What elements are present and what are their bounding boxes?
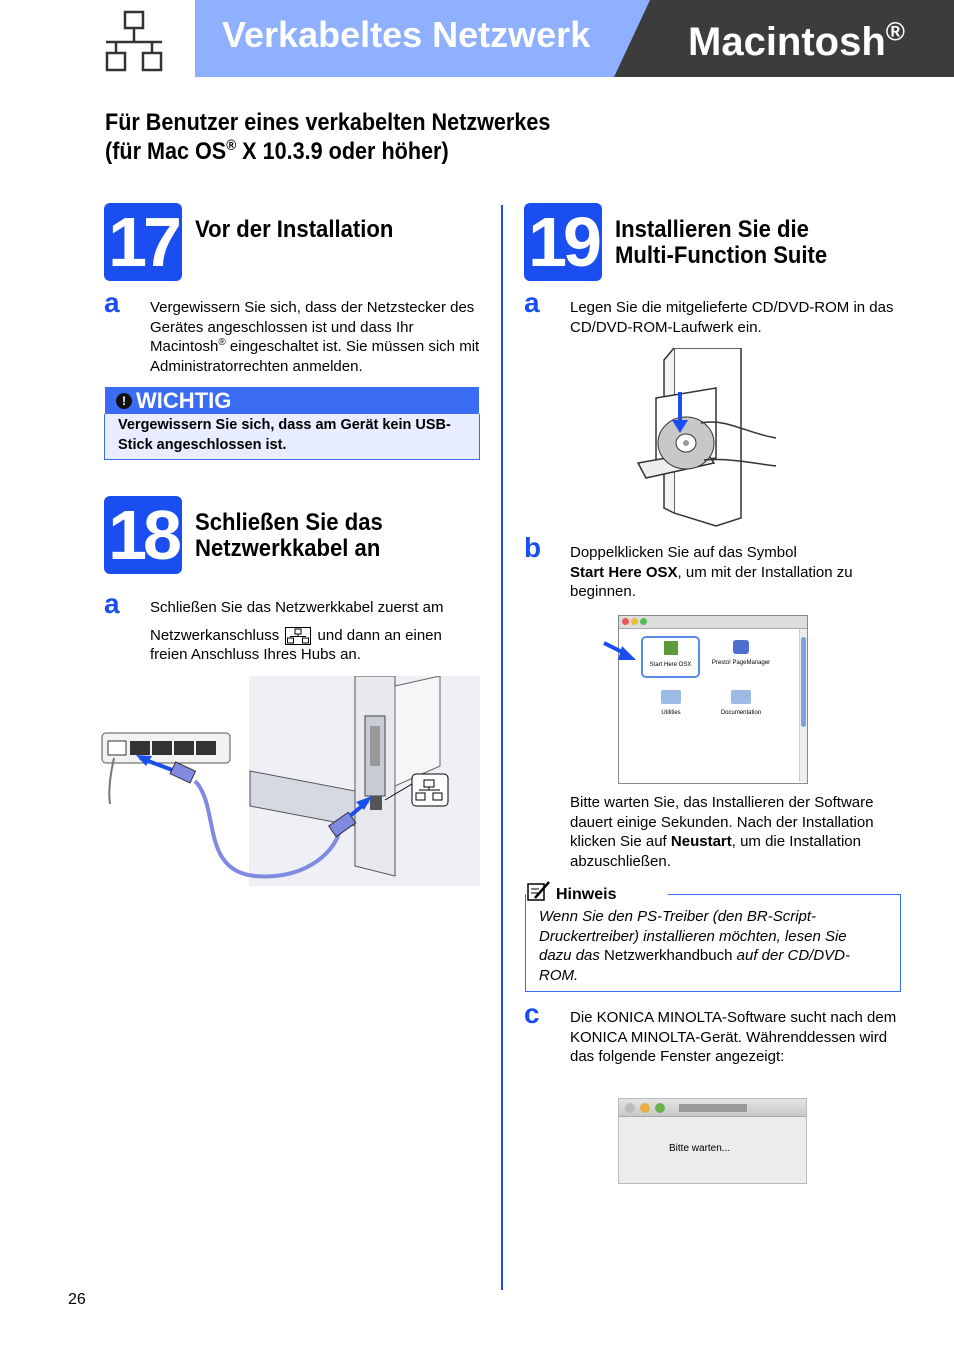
step-18-number: 18 xyxy=(104,496,182,574)
network-cable-illustration xyxy=(100,676,482,891)
dialog-message: Bitte warten... xyxy=(669,1143,731,1154)
wait-dialog xyxy=(618,1098,807,1184)
finder-item-utilities[interactable]: Utilities xyxy=(649,690,693,720)
installer-icon xyxy=(664,641,678,655)
finder-titlebar xyxy=(619,616,807,629)
note-box xyxy=(525,894,901,992)
os-title: Macintosh® xyxy=(688,16,905,64)
column-divider xyxy=(501,205,503,1290)
step-17-a-text: Vergewissern Sie sich, dass der Netzstecker des Gerätes angeschlossen ist und dass Ihr Macintosh® eingeschaltet ist. Sie müssen sich mit Administratorrechten anmelden. xyxy=(150,299,480,375)
folder-icon xyxy=(731,690,751,704)
page-number: 26 xyxy=(68,1291,86,1308)
step-19-wait-text: Bitte warten Sie, das Installieren der Software dauert einige Sekunden. Nach der Installation klicken Sie auf Neustart, um die Installation abzuschließen. xyxy=(570,794,874,870)
folder-icon xyxy=(661,690,681,704)
step-19-a-letter: a xyxy=(524,287,540,318)
page-title: Für Benutzer eines verkabelten Netzwerkes (für Mac OS® X 10.3.9 oder höher) xyxy=(105,109,551,165)
step-19-a-text: Legen Sie die mitgelieferte CD/DVD-ROM in das CD/DVD-ROM-Laufwerk ein. xyxy=(570,299,894,336)
presto-icon xyxy=(733,640,749,654)
step-18-title: Schließen Sie das Netzwerkkabel an xyxy=(195,509,383,562)
step-17-title: Vor der Installation xyxy=(195,216,394,243)
step-17-a-letter: a xyxy=(104,287,120,318)
wichtig-box xyxy=(104,414,480,460)
step-19-c-letter: c xyxy=(524,998,540,1029)
network-icon xyxy=(102,10,166,79)
hinweis-text: Wenn Sie den PS-Treiber (den BR-Script-Druckertreiber) installieren möchten, lesen Sie dazu das Netzwerkhandbuch auf der CD/DVD-ROM. xyxy=(539,908,851,984)
wichtig-text: Vergewissern Sie sich, dass am Gerät kein USB-Stick angeschlossen ist. xyxy=(118,417,451,453)
pointer-arrow-icon xyxy=(602,640,638,669)
lan-port-icon xyxy=(285,627,311,645)
step-18-a-text: Schließen Sie das Netzwerkkabel zuerst am Netzwerkanschluss und dann an einen freien Anschluss Ihres Hubs an. xyxy=(150,599,444,663)
step-19-c-text: Die KONICA MINOLTA-Software sucht nach dem KONICA MINOLTA-Gerät. Währenddessen wird das folgende Fenster angezeigt: xyxy=(570,1009,897,1065)
finder-item-start-here[interactable]: Start Here OSX xyxy=(641,636,700,678)
step-19-b-text: Doppelklicken Sie auf das Symbol Start Here OSX, um mit der Installation zu beginnen. xyxy=(570,544,853,600)
cd-insert-illustration xyxy=(636,348,781,533)
finder-item-documentation[interactable]: Documentation xyxy=(715,690,767,720)
dialog-titlebar xyxy=(619,1099,806,1117)
step-17-number: 17 xyxy=(104,203,182,281)
finder-item-presto[interactable]: Presto! PageManager xyxy=(709,638,773,674)
section-title: Verkabeltes Netzwerk xyxy=(222,14,591,55)
wichtig-header: ! WICHTIG xyxy=(105,387,479,414)
finder-window xyxy=(618,615,808,784)
step-19-title: Installieren Sie die Multi-Function Suite xyxy=(615,216,828,269)
step-19-b-letter: b xyxy=(524,532,542,563)
step-18-a-letter: a xyxy=(104,588,120,619)
warning-icon: ! xyxy=(116,393,132,409)
finder-scrollbar[interactable] xyxy=(799,629,807,782)
step-19-number: 19 xyxy=(524,203,602,281)
hinweis-label: Hinweis xyxy=(556,886,617,903)
